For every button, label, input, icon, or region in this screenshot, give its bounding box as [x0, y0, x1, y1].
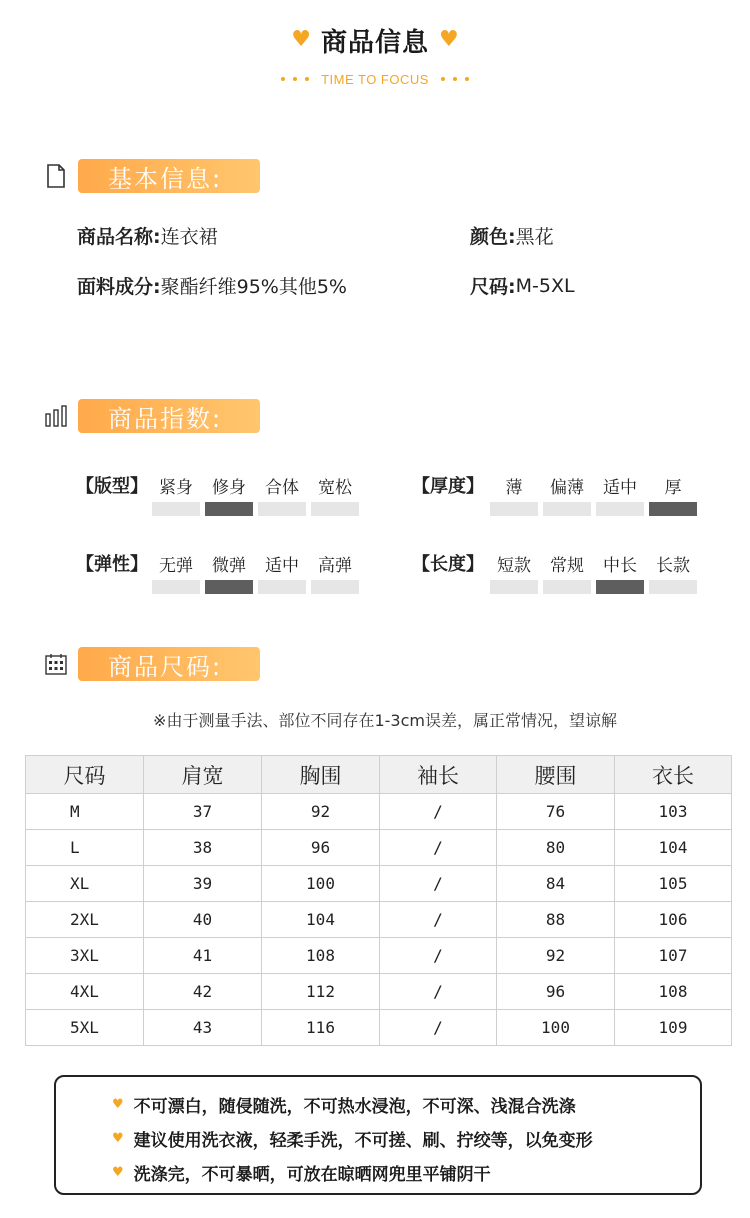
index-bar	[596, 502, 644, 516]
table-cell: 92	[262, 794, 380, 830]
info-value: 连衣裙	[160, 226, 218, 248]
table-cell: 84	[497, 866, 615, 902]
table-cell: 107	[615, 938, 732, 974]
table-cell: 100	[262, 866, 380, 902]
dots-decoration	[281, 77, 309, 81]
info-label: 商品名称:	[77, 226, 161, 248]
care-text: 洗涤完，不可暴晒，可放在晾晒网兜里平铺阴干	[133, 1164, 491, 1185]
table-cell: 96	[262, 830, 380, 866]
index-bar	[205, 502, 253, 516]
index-option: 紧身	[159, 478, 193, 498]
table-cell: 92	[497, 938, 615, 974]
table-cell: 116	[262, 1010, 380, 1046]
table-cell: 41	[144, 938, 262, 974]
table-row	[26, 1010, 732, 1046]
table-row	[26, 938, 732, 974]
care-text: 建议使用洗衣液，轻柔手洗，不可搓、刷、拧绞等，以免变形	[133, 1130, 593, 1151]
index-bar	[152, 502, 200, 516]
table-cell: 39	[144, 866, 262, 902]
column-header: 腰围	[497, 756, 615, 794]
table-cell: /	[380, 902, 497, 938]
info-value: 聚酯纤维95%其他5%	[160, 276, 347, 298]
table-cell: 76	[497, 794, 615, 830]
table-cell: 42	[144, 974, 262, 1010]
index-option: 长款	[656, 556, 690, 576]
column-header: 尺码	[26, 756, 144, 794]
index-bar	[543, 580, 591, 594]
column-header: 肩宽	[144, 756, 262, 794]
section-badge	[78, 647, 260, 681]
column-header: 衣长	[615, 756, 732, 794]
index-option: 薄	[505, 478, 523, 498]
table-cell: 104	[615, 830, 732, 866]
index-option: 短款	[497, 556, 531, 576]
section-size-heading	[44, 646, 260, 682]
section-title: 基本信息:	[108, 164, 223, 193]
table-cell: 112	[262, 974, 380, 1010]
page-subtitle-row	[0, 68, 750, 90]
index-bar	[490, 502, 538, 516]
table-cell: 103	[615, 794, 732, 830]
info-label: 颜色:	[470, 226, 516, 248]
dots-decoration	[441, 77, 469, 81]
table-cell: 105	[615, 866, 732, 902]
index-bar	[649, 580, 697, 594]
size-table	[25, 755, 732, 1046]
index-option: 高弹	[318, 556, 352, 576]
heart-icon: ♥	[112, 1164, 124, 1180]
table-cell: /	[380, 830, 497, 866]
table-cell: 43	[144, 1010, 262, 1046]
index-bar	[152, 580, 200, 594]
table-cell: 4XL	[26, 974, 144, 1010]
table-cell: 108	[615, 974, 732, 1010]
table-cell: /	[380, 1010, 497, 1046]
index-label: 【弹性】	[76, 554, 148, 575]
table-header-row	[26, 756, 732, 794]
table-cell: 96	[497, 974, 615, 1010]
index-bar	[543, 502, 591, 516]
index-option: 无弹	[159, 556, 193, 576]
index-bar	[649, 502, 697, 516]
care-item	[114, 1155, 700, 1189]
section-title: 商品尺码:	[108, 652, 223, 681]
heart-icon: ♥	[439, 27, 459, 52]
info-label: 尺码:	[470, 276, 516, 298]
page-header	[0, 20, 750, 60]
table-cell: 40	[144, 902, 262, 938]
table-cell: 106	[615, 902, 732, 938]
page-subtitle: TIME TO FOCUS	[321, 71, 429, 87]
info-material	[77, 272, 347, 299]
care-item	[114, 1121, 700, 1155]
table-cell: L	[26, 830, 144, 866]
table-cell: 108	[262, 938, 380, 974]
index-option: 中长	[603, 556, 637, 576]
index-bar	[258, 502, 306, 516]
info-label: 面料成分:	[77, 276, 161, 298]
table-cell: XL	[26, 866, 144, 902]
index-bar	[311, 580, 359, 594]
page-title: 商品信息	[320, 27, 429, 58]
table-cell: 88	[497, 902, 615, 938]
index-bar	[311, 502, 359, 516]
table-cell: 38	[144, 830, 262, 866]
table-cell: 104	[262, 902, 380, 938]
index-option: 宽松	[318, 478, 352, 498]
index-option: 偏薄	[550, 478, 584, 498]
section-badge	[78, 399, 260, 433]
index-option: 修身	[212, 478, 246, 498]
info-value: 黑花	[515, 226, 554, 248]
table-cell: M	[26, 794, 144, 830]
section-index-heading	[44, 398, 260, 434]
index-option: 适中	[603, 478, 637, 498]
table-row	[26, 794, 732, 830]
table-cell: 80	[497, 830, 615, 866]
table-row	[26, 866, 732, 902]
care-text: 不可漂白，随侵随洗，不可热水浸泡，不可深、浅混合洗涤	[133, 1096, 576, 1117]
table-row	[26, 974, 732, 1010]
section-basic-heading	[44, 158, 260, 194]
index-option: 常规	[550, 556, 584, 576]
info-size	[470, 272, 575, 299]
index-bar	[490, 580, 538, 594]
index-label: 【长度】	[412, 554, 484, 575]
measurement-note: ※由于测量手法、部位不同存在1-3cm误差，属正常情况，望谅解	[153, 711, 617, 730]
table-cell: /	[380, 974, 497, 1010]
care-instructions-box	[54, 1075, 702, 1195]
table-row	[26, 830, 732, 866]
table-cell: /	[380, 794, 497, 830]
column-header: 袖长	[380, 756, 497, 794]
index-label: 【版型】	[76, 476, 148, 497]
index-bar	[258, 580, 306, 594]
index-label: 【厚度】	[412, 476, 484, 497]
table-cell: /	[380, 866, 497, 902]
column-header: 胸围	[262, 756, 380, 794]
care-item	[114, 1087, 700, 1121]
info-value: M-5XL	[515, 274, 575, 297]
table-row	[26, 902, 732, 938]
index-option: 厚	[664, 478, 682, 498]
heart-icon: ♥	[112, 1096, 124, 1112]
section-title: 商品指数:	[108, 404, 223, 433]
index-bar	[205, 580, 253, 594]
heart-icon: ♥	[291, 27, 311, 52]
calendar-grid-icon	[44, 650, 68, 678]
table-cell: 100	[497, 1010, 615, 1046]
bar-chart-icon	[44, 402, 68, 430]
table-cell: 3XL	[26, 938, 144, 974]
info-color	[470, 222, 554, 249]
index-option: 合体	[265, 478, 299, 498]
heart-icon: ♥	[112, 1130, 124, 1146]
table-cell: 5XL	[26, 1010, 144, 1046]
index-option: 微弹	[212, 556, 246, 576]
index-option: 适中	[265, 556, 299, 576]
table-cell: /	[380, 938, 497, 974]
document-icon	[44, 162, 68, 190]
index-bar	[596, 580, 644, 594]
table-cell: 37	[144, 794, 262, 830]
table-cell: 109	[615, 1010, 732, 1046]
section-badge	[78, 159, 260, 193]
table-cell: 2XL	[26, 902, 144, 938]
info-product-name	[77, 222, 218, 249]
